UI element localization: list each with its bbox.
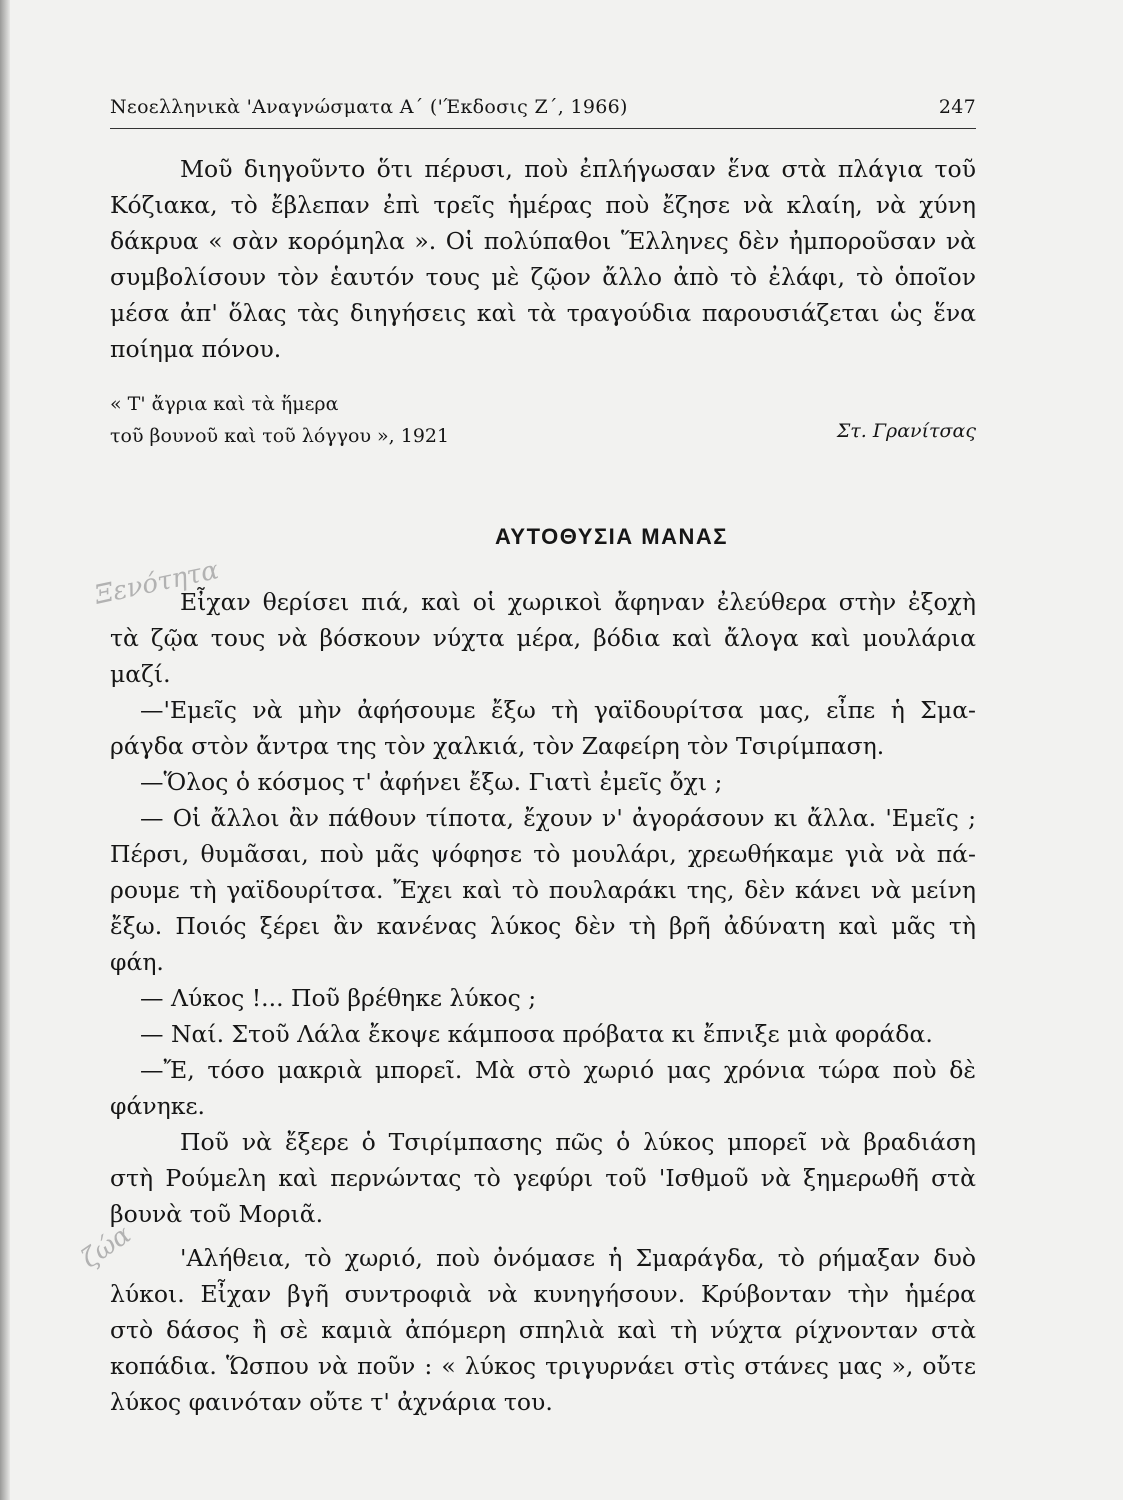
text-line: φάνηκε. xyxy=(110,1092,206,1120)
text-line: 'Αλήθεια, τὸ χωριό, ποὺ ὀνόμασε ἡ Σμαράγδα, τὸ ρήμαξαν δυὸ xyxy=(180,1244,976,1272)
text-line: μέσα ἀπ' ὅλας τὰς διηγήσεις καὶ τὰ τραγούδια παρουσιάζεται ὡς ἕνα xyxy=(110,299,976,327)
text-line: ράγδα στὸν ἄντρα της τὸν χαλκιά, τὸν Ζαφείρη τὸν Τσιρίμπαση. xyxy=(110,732,885,760)
source-line-1: « Τ' ἄγρια καὶ τὰ ἥμερα xyxy=(110,393,339,415)
text-line: Πέρσι, θυμᾶσαι, ποὺ μᾶς ψόφησε τὸ μουλάρι, χρεωθήκαμε γιὰ νὰ πά- xyxy=(110,840,976,868)
text-line: — Ναί. Στοῦ Λάλα ἔκοψε κάμποσα πρόβατα κι ἔπνιξε μιὰ φοράδα. xyxy=(140,1020,933,1048)
text-line: ποίημα πόνου. xyxy=(110,335,282,363)
running-title: Νεοελληνικὰ 'Αναγνώσματα Α΄ ('Έκδοσις Ζ΄, 1966) xyxy=(110,96,628,118)
text-line: Μοῦ διηγοῦντο ὅτι πέρυσι, ποὺ ἐπλήγωσαν ἕνα στὰ πλάγια τοῦ xyxy=(180,155,976,183)
text-line: —'Εμεῖς νὰ μὴν ἀφήσουμε ἔξω τὴ γαϊδουρίτσα μας, εἶπε ἡ Σμα- xyxy=(140,696,976,724)
story-title: ΑΥΤΟΘΥΣΙΑ ΜΑΝΑΣ xyxy=(495,524,728,549)
text-line: στὸ δάσος ἢ σὲ καμιὰ ἀπόμερη σπηλιὰ καὶ τὴ νύχτα ρίχνονταν στὰ xyxy=(110,1316,976,1344)
text-line: — Λύκος !... Ποῦ βρέθηκε λύκος ; xyxy=(140,984,537,1012)
page-number: 247 xyxy=(938,96,976,118)
running-head xyxy=(110,96,976,129)
story-body-continued xyxy=(110,1240,976,1420)
text-line: συμβολίσουν τὸν ἑαυτόν τους μὲ ζῷον ἄλλο ἀπὸ τὸ ἐλάφι, τὸ ὁποῖον xyxy=(110,263,976,291)
intro-passage xyxy=(110,151,976,367)
text-line: Εἶχαν θερίσει πιά, καὶ οἱ χωρικοὶ ἄφηναν ἐλεύθερα στὴν ἐξοχὴ xyxy=(180,588,976,616)
text-line: λύκοι. Εἶχαν βγῆ συντροφιὰ νὰ κυνηγήσουν. Κρύβονταν τὴν ἡμέρα xyxy=(110,1280,976,1308)
author-name: Στ. Γρανίτσας xyxy=(836,420,976,442)
margin-note-handwritten: ζώα xyxy=(76,1219,137,1275)
text-line: βουνὰ τοῦ Μοριᾶ. xyxy=(110,1200,324,1228)
text-line: —Ἔ, τόσο μακριὰ μπορεῖ. Μὰ στὸ χωριό μας χρόνια τώρα ποὺ δὲ xyxy=(140,1056,976,1084)
text-line: Ποῦ νὰ ἔξερε ὁ Τσιρίμπασης πῶς ὁ λύκος μπορεῖ νὰ βραδιάση xyxy=(180,1128,976,1156)
text-line: τὰ ζῷα τους νὰ βόσκουν νύχτα μέρα, βόδια καὶ ἄλογα καὶ μουλάρια xyxy=(110,624,976,652)
margin-note-handwritten: Ξενότητα xyxy=(92,555,222,611)
text-line: λύκος φαινόταν οὔτε τ' ἀχνάρια του. xyxy=(110,1388,553,1416)
text-line: —Ὅλος ὁ κόσμος τ' ἀφήνει ἔξω. Γιατὶ ἐμεῖς ὄχι ; xyxy=(140,768,723,796)
text-line: δάκρυα « σὰν κορόμηλα ». Οἱ πολύπαθοι Ἕλληνες δὲν ἠμποροῦσαν νὰ xyxy=(110,227,976,255)
text-line: — Οἱ ἄλλοι ἂν πάθουν τίποτα, ἔχουν ν' ἀγοράσουν κι ἄλλα. 'Εμεῖς ; xyxy=(140,804,976,832)
source-citation xyxy=(110,388,976,452)
text-line: ἔξω. Ποιός ξέρει ἂν κανένας λύκος δὲν τὴ βρῆ ἀδύνατη καὶ μᾶς τὴ xyxy=(110,912,976,940)
text-line: κοπάδια. Ὥσπου νὰ ποῦν : « λύκος τριγυρνάει στὶς στάνες μας », οὔτε xyxy=(110,1352,976,1380)
text-line: μαζί. xyxy=(110,660,171,688)
source-line-2: τοῦ βουνοῦ καὶ τοῦ λόγγου », 1921 xyxy=(110,425,450,447)
text-line: Κόζιακα, τὸ ἔβλεπαν ἐπὶ τρεῖς ἡμέρας ποὺ ἔζησε νὰ κλαίη, νὰ χύνη xyxy=(110,191,976,219)
text-line: στὴ Ρούμελη καὶ περνώντας τὸ γεφύρι τοῦ 'Ισθμοῦ νὰ ξημερωθῆ στὰ xyxy=(110,1164,976,1192)
text-line: ρουμε τὴ γαϊδουρίτσα. Ἔχει καὶ τὸ πουλαράκι της, δὲν κάνει νὰ μείνη xyxy=(110,876,976,904)
story-body xyxy=(110,584,976,1232)
text-line: φάη. xyxy=(110,948,164,976)
